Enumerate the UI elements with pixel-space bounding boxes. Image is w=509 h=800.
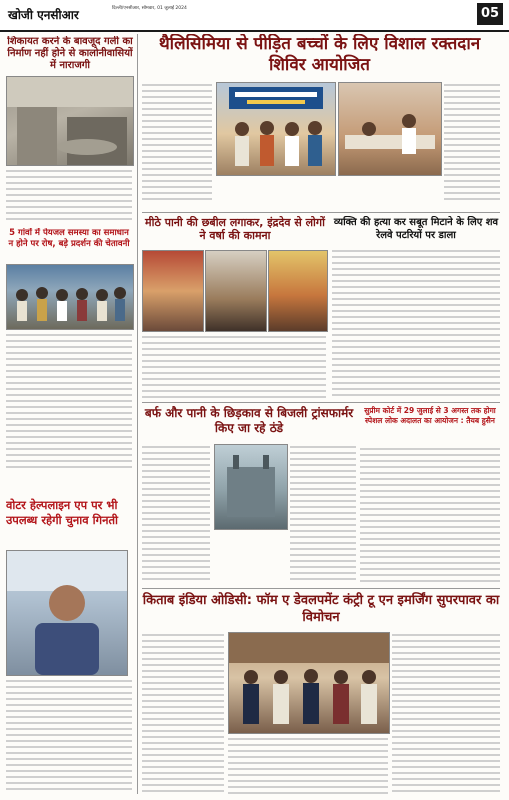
section-divider xyxy=(142,212,500,213)
masthead xyxy=(0,0,509,32)
headline-lok-adalat: सुप्रीम कोर्ट में 29 जुलाई से 3 अगस्त तक होगा स्पेशल लोक अदालत का आयोजन : तैयब हुसैन xyxy=(364,406,496,425)
section-divider-2 xyxy=(142,402,500,403)
chhabeel-photo-3 xyxy=(268,250,328,332)
blood-story-text-1 xyxy=(142,82,212,202)
blood-story-text-2 xyxy=(444,82,500,202)
column-divider xyxy=(137,34,138,794)
lok-adalat-story-text xyxy=(360,446,500,584)
official-portrait-photo xyxy=(6,550,128,676)
water-story-text xyxy=(6,332,132,470)
book-story-text-1 xyxy=(142,632,224,794)
transformer-story-text-2 xyxy=(290,444,356,584)
book-launch-photo xyxy=(228,632,390,734)
blood-camp-photo-2 xyxy=(338,82,442,176)
headline-chhabeel: मीठे पानी की छबील लगाकर, इंद्रदेव से लोगों ने वर्षा की कामना xyxy=(145,216,325,242)
voter-story-text xyxy=(6,678,132,794)
murder-story-text xyxy=(332,248,500,398)
protest-photo-art xyxy=(7,265,133,329)
protest-photo xyxy=(6,264,134,330)
transformer-story-text-1 xyxy=(142,444,210,584)
colony-story-text xyxy=(6,168,132,224)
blood-camp-art-2 xyxy=(339,83,441,175)
street-photo xyxy=(6,76,134,166)
masthead-dateline: दिल्ली/एनसीआर, सोमवार, 01 जुलाई 2024 xyxy=(112,6,187,11)
book-launch-art xyxy=(229,633,389,733)
headline-transformer: बर्फ और पानी के छिड़काव से बिजली ट्रांसफार्मर किए जा रहे ठंडे xyxy=(144,406,354,435)
transformer-photo xyxy=(214,444,288,530)
headline-blood-donation: थैलिसिमिया से पीड़ित बच्चों के लिए विशाल रक्तदान शिविर आयोजित xyxy=(158,34,481,75)
book-story-text-3 xyxy=(392,632,500,794)
section-divider-3 xyxy=(142,588,500,589)
page-number: 05 xyxy=(477,3,503,25)
chhabeel-photo-2 xyxy=(205,250,267,332)
headline-water-protest: 5 गांवों में पेयजल समस्या का समाधान न होने पर रोष, बड़े प्रदर्शन की चेतावनी xyxy=(8,228,130,249)
chhabeel-story-text xyxy=(142,334,326,398)
blood-camp-photo xyxy=(216,82,336,176)
transformer-art xyxy=(215,445,287,529)
headline-murder: व्यक्ति की हत्या कर सबूत मिटाने के लिए शव रेलवे पटरियों पर डाला xyxy=(333,217,499,241)
blood-camp-art xyxy=(217,83,335,175)
headline-colony-street: शिकायत करने के बावजूद गली का निर्माण नहीं होने से कालोनीवासियों में नाराजगी xyxy=(7,36,133,71)
headline-voter-helpline: वोटर हेल्पलाइन एप पर भी उपलब्ध रहेगी चुनाव गिनती xyxy=(6,498,119,527)
official-portrait-art xyxy=(7,551,127,675)
newspaper-name: खोजी एनसीआर xyxy=(8,8,79,22)
chhabeel-photo-1 xyxy=(142,250,204,332)
book-story-text-2 xyxy=(228,736,388,794)
headline-book-launch: किताब इंडिया ओडिसी: फॉम ए डेवलपमेंट कंट्री टू एन इमर्जिंग सुपरपावर का विमोचन xyxy=(142,593,500,625)
street-photo-art xyxy=(7,77,133,165)
